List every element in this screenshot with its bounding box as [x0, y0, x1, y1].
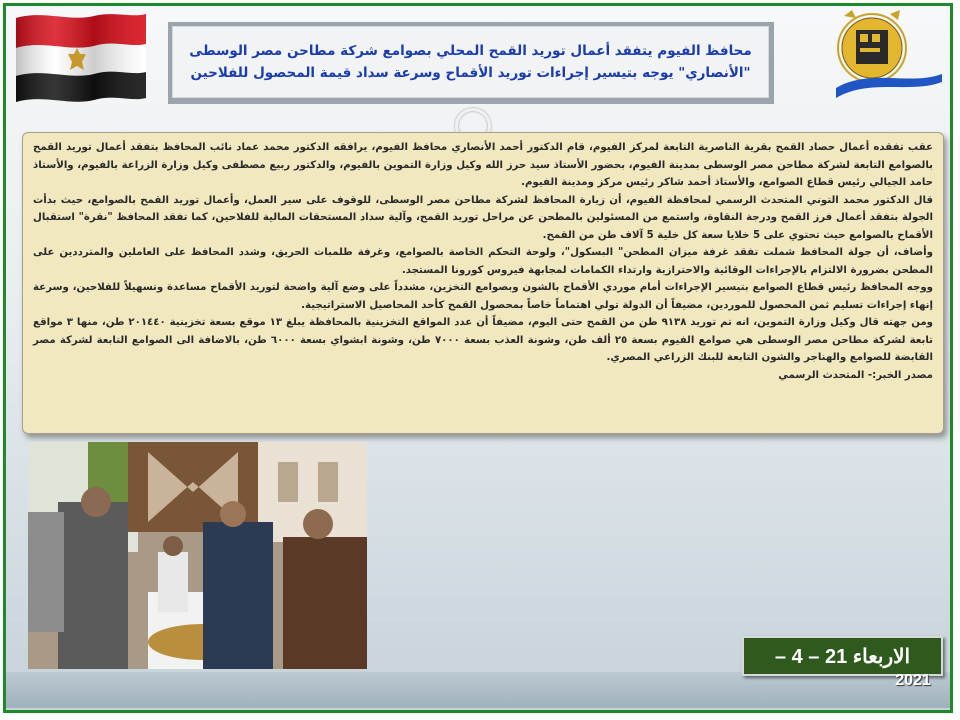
article-paragraph: عقب تفقده أعمال حصاد القمح بقرية الناصرية التابعة لمركز الفيوم، قام الدكتور أحمد الأنصاري محافظ الفيوم، يرافقه الدكتور محمد عماد نائب المحافظ بتفقد أعمال توريد القمح بالصوامع التابعة لشركة مطاحن مصر الوسطى بمدينة الفيوم، بحضور الأستاذ سيد حرز الله وكيل وزارة التموين بالفيوم، والدكتور ربيع مصطفى وكيل وزارة الزراعة بالفيوم، والأستاذ حامد الجيالي رئيس قطاع الصوامع، والأستاذ أحمد شاكر رئيس مركز ومدينة الفيوم.: [33, 142, 933, 188]
article-paragraph: قال الدكتور محمد التوني المتحدث الرسمي لمحافظة الفيوم، أن زيارة المحافظ لشركة مطاحن مصر الوسطى، للوقوف على سير العمل، وأعمال توريد القمح بالصوامع، حيث بدأت الجولة بتفقد أعمال فرز القمح ودرجة النقاوة، واستمع من المسئولين بالمطحن عن مراحل توريد القمح، وآلية سداد المستحقات المالية للفلاحين، كما تفقد المحافظ "نقرة" استقبال الأقماح بالصوامع حيث تحتوي على 5 خلايا سعة كل خلية 5 آلاف طن من القمح.: [33, 194, 933, 241]
egypt-flag-icon: [14, 8, 148, 104]
company-logo: [830, 8, 948, 104]
headline-box: [168, 22, 774, 104]
headline-inner: [172, 26, 769, 98]
date-text: الاربعاء 21 – 4 –: [774, 645, 911, 668]
article-paragraph: ووجه المحافظ رئيس قطاع الصوامع بتيسير الإجراءات أمام موردي الأقماح بالشون وبصوامع التخزين، مشدداً على وضع آلية واضحة لتوريد الأقماح مساعدة وتسهيلاً للفلاحين، وسرعة إنهاء إجراءات تسليم ثمن المحصول للموردين، مضيفاً أن الدولة تولي اهتماماً خاصاً بمحصول القمح كأحد المحاصيل الاستراتيجية.: [33, 282, 933, 311]
headline-line-1: محافظ الفيوم يتفقد أعمال توريد القمح المحلي بصوامع شركة مطاحن مصر الوسطى: [189, 43, 752, 59]
article-source: مصدر الخبر:- المتحدث الرسمي: [778, 369, 933, 381]
article-body: [22, 132, 944, 434]
article-paragraph: ومن جهته قال وكيل وزارة التموين، انه تم توريد ٩١٣٨ طن من القمح حتى اليوم، مضيفاً أن عدد المواقع التخزينية بالمحافظة يبلغ ١٣ موقع بسعة تخزينية ٢٠١٤٤٠ طن، منها ٣ مواقع تابعة لشركة مطاحن مصر الوسطى هي صوامع الفيوم بسعة ٢٥ ألف طن، وشونة العذب بسعة ٧٠٠٠ طن، وشونة ابشواي بسعة ٦٠٠٠ طن، بالاضافة الى الصوامع التابعة لشركة مصر القابضة للصوامع والهناجر والشون التابعة للبنك الزراعي المصري.: [33, 317, 934, 363]
date-year: 2021: [895, 672, 931, 689]
event-photo: [28, 442, 367, 669]
bottom-band: [6, 672, 950, 708]
article-paragraph: وأضاف، أن جولة المحافظ شملت تفقد غرفة ميزان المطحن" البسكول"، ولوحة التحكم الخاصة بالصوامع، وغرفة طلمبات الحريق، وشدد المحافظ على العاملين والمترددين على المطحن بضرورة الالتزام بالإجراءات الوقائية والاحترازية وارتداء الكمامات لمجابهة فيروس كورونا المستجد.: [33, 247, 933, 276]
headline-line-2: "الأنصاري" يوجه بتيسير إجراءات توريد الأقماح وسرعة سداد قيمة المحصول للفلاحين: [190, 65, 751, 81]
date-badge: [742, 636, 943, 676]
